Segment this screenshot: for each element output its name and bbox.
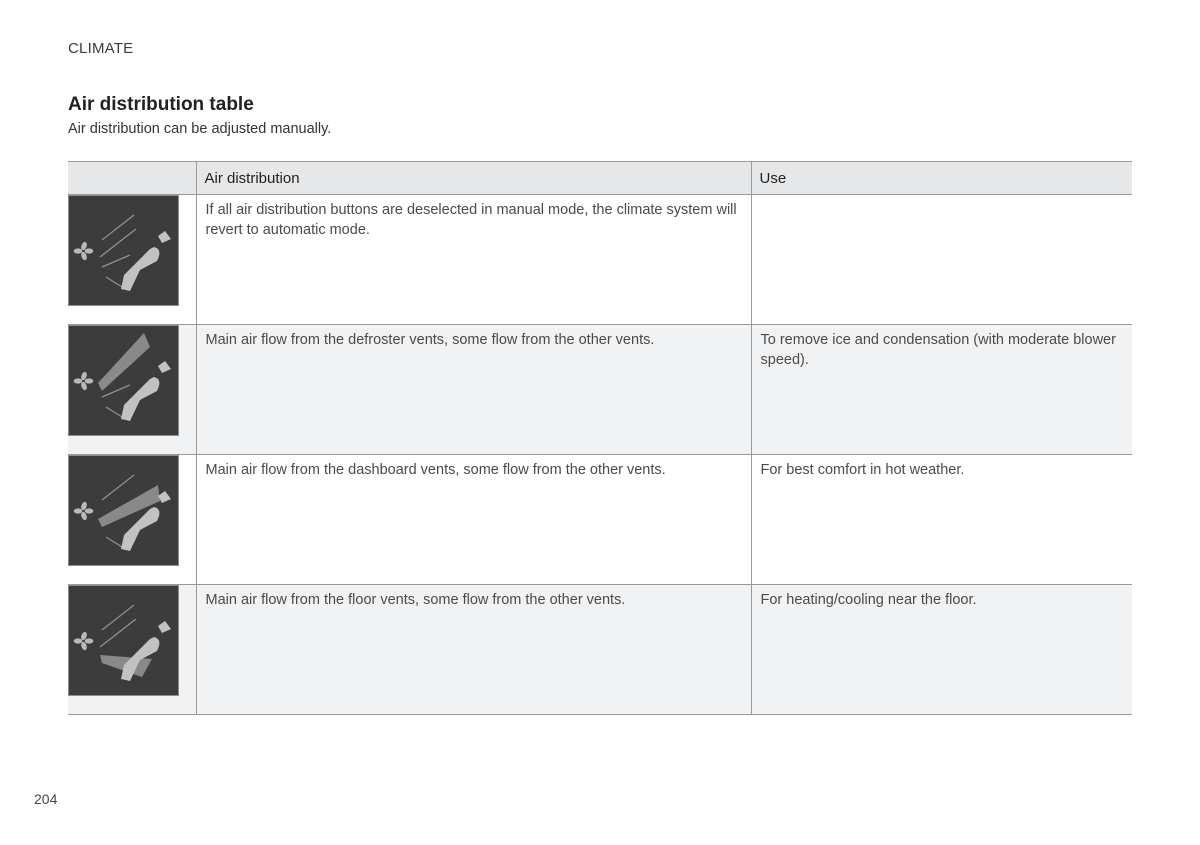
- section-header: CLIMATE: [68, 40, 134, 57]
- air-distribution-description: [196, 195, 751, 325]
- use-description: [751, 325, 1132, 455]
- air-distribution-text: If all air distribution buttons are deselected in manual mode, the climate system will revert to automatic mode.: [205, 202, 737, 238]
- table-row: [68, 585, 1132, 715]
- icon-cell: [68, 325, 196, 455]
- icon-cell: [68, 195, 196, 325]
- use-description: [751, 585, 1132, 715]
- use-text: For best comfort in hot weather.: [760, 462, 965, 478]
- column-header-icon: [68, 162, 196, 195]
- use-text: [752, 195, 1133, 201]
- table-header-row: [68, 162, 1132, 195]
- air-distribution-table: [68, 161, 1132, 715]
- air-distribution-description: [196, 585, 751, 715]
- air-distribution-description: [196, 325, 751, 455]
- column-header-air-distribution: Air distribution: [196, 162, 751, 195]
- air-distribution-floor-icon: [68, 585, 179, 696]
- page-number: 204: [34, 791, 58, 807]
- air-distribution-defroster-icon: [68, 325, 179, 436]
- use-text: To remove ice and condensation (with moderate blower speed).: [760, 332, 1116, 368]
- air-distribution-text: Main air flow from the floor vents, some flow from the other vents.: [205, 592, 626, 608]
- icon-cell: [68, 585, 196, 715]
- page-title: Air distribution table: [68, 94, 254, 115]
- air-distribution-text: Main air flow from the defroster vents, some flow from the other vents.: [205, 332, 655, 348]
- air-distribution-text: Main air flow from the dashboard vents, some flow from the other vents.: [205, 462, 666, 478]
- table-row: [68, 455, 1132, 585]
- air-distribution-dashboard-icon: [68, 455, 179, 566]
- air-distribution-description: [196, 455, 751, 585]
- table-row: [68, 195, 1132, 325]
- use-text: For heating/cooling near the floor.: [760, 592, 977, 608]
- page-subtitle: Air distribution can be adjusted manually.: [68, 121, 332, 137]
- use-description: [751, 455, 1132, 585]
- use-description: [751, 195, 1132, 325]
- air-distribution-auto-icon: [68, 195, 179, 306]
- column-header-use: Use: [751, 162, 1132, 195]
- icon-cell: [68, 455, 196, 585]
- table-row: [68, 325, 1132, 455]
